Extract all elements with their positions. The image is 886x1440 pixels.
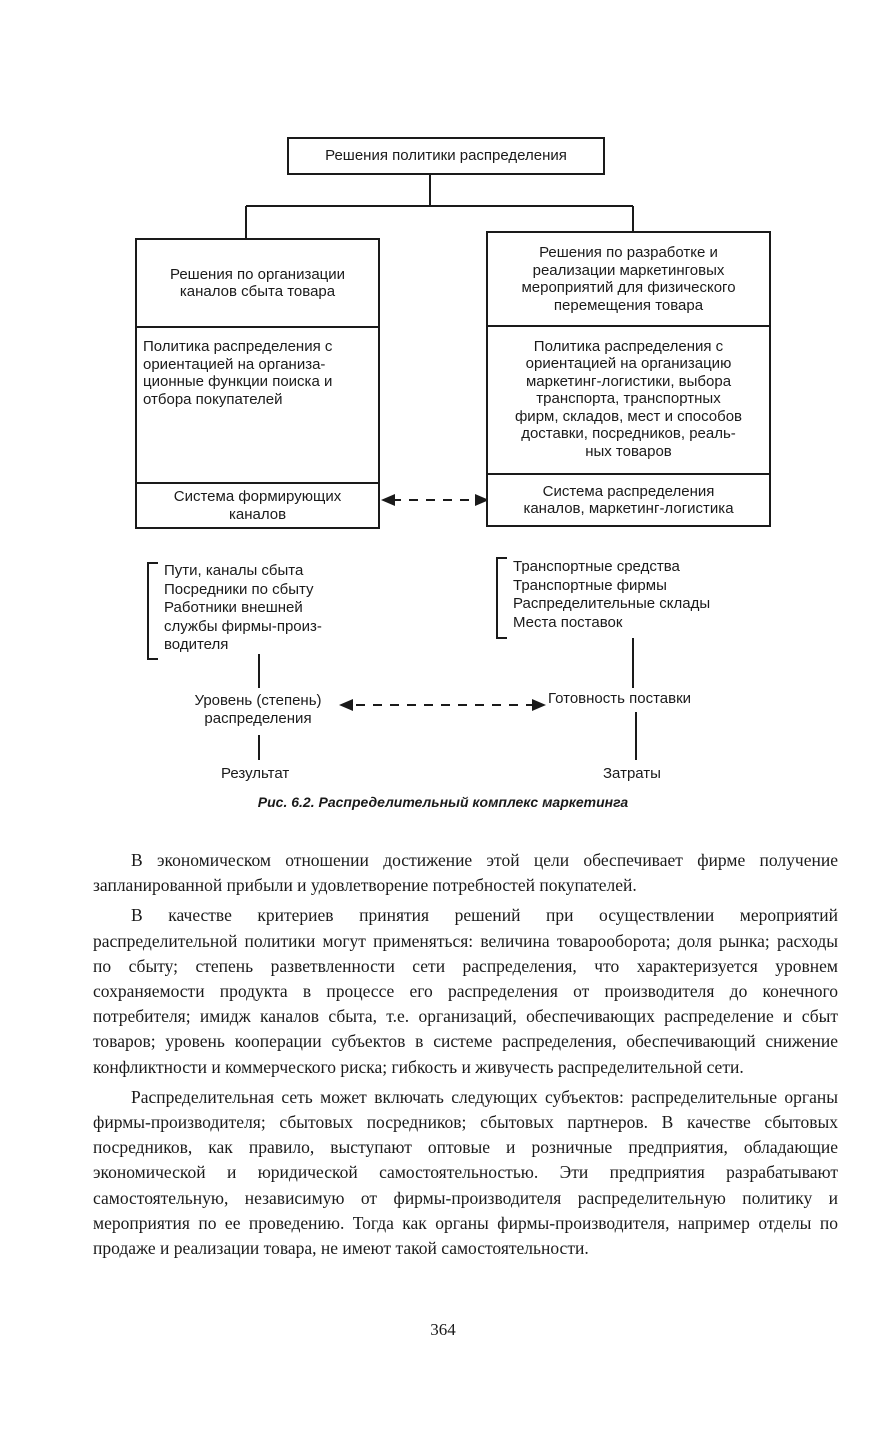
body-text — [93, 848, 838, 1266]
arrowhead-left-icon — [339, 699, 353, 711]
right-policy-line: ных товаров — [585, 442, 672, 460]
right-header — [488, 233, 769, 325]
left-box — [135, 238, 380, 529]
left-policy-line: отбора покупателей — [143, 390, 283, 408]
left-policy-line: ориентацией на организа- — [143, 355, 326, 373]
left-system-line: Система формирующих — [173, 488, 342, 505]
left-header-line: Решения по организации — [169, 265, 346, 283]
arrowhead-left-icon — [381, 494, 395, 506]
left-policy-line: ционные функции поиска и — [143, 373, 333, 390]
right-system — [488, 475, 769, 525]
right-system-line: каналов, маркетинг-логистика — [523, 500, 734, 517]
figure-caption: Рис. 6.2. Распределительный комплекс маркетинга — [257, 794, 629, 810]
arrowhead-right-icon — [532, 699, 546, 711]
left-list — [164, 562, 322, 655]
right-policy-line: маркетинг-логистики, выбора — [525, 372, 732, 390]
list-item: Транспортные фирмы — [513, 576, 667, 594]
left-level-line: распределения — [204, 710, 312, 727]
right-policy-line: доставки, посредников, реаль- — [521, 425, 736, 443]
right-policy-line: фирм, складов, мест и способов — [514, 407, 743, 425]
page-number: 364 — [430, 1320, 456, 1339]
right-header-line: мероприятий для физического — [521, 279, 736, 296]
root-box — [287, 137, 605, 175]
right-system-line: Система распределения — [542, 482, 715, 500]
list-item: службы фирмы-произ- — [164, 617, 322, 635]
right-box — [486, 231, 771, 527]
right-policy — [488, 327, 769, 471]
right-header-line: Решения по разработке и — [539, 244, 718, 261]
right-policy-line: транспорта, транспортных — [536, 390, 721, 408]
left-outcome: Результат — [221, 765, 290, 782]
left-policy — [137, 328, 378, 478]
list-item: Пути, каналы сбыта — [164, 562, 304, 579]
right-header-line: перемещения товара — [553, 296, 704, 314]
list-item: Транспортные средства — [513, 558, 680, 575]
left-level-line: Уровень (степень) — [194, 692, 322, 709]
paragraph: Распределительная сеть может включать следующих субъектов: распределительные органы фирмы-производителя; сбытовых посредников; сбытовых партнеров. В качестве сбытовых посредников, как правило, выступают оптовые и розничные предприятия, обладающие экономической и юридической самостоятельностью. Эти предприятия разрабатывают самостоятельную, независимую от фирмы-производителя распределительную политику и мероприятия по ее проведению. Тогда как органы фирмы-производителя, например отделы по продаже и реализации товара, не имеют такой самостоятельности. — [93, 1086, 838, 1259]
left-policy-line: Политика распределения с — [143, 338, 333, 355]
left-header-line: каналов сбыта товара — [179, 283, 336, 300]
right-policy-line: Политика распределения с — [533, 337, 724, 355]
paragraph: В качестве критериев принятия решений при осуществлении мероприятий распределительной политики могут применяться: величина товарооборота; доля рынка; расходы по сбыту; степень разветвленности сети распределения, что характеризуется уровнем сохраняемости продукта в процессе его распределения от производителя до конечного потребителя; имидж каналов сбыта, т.е. организаций, обеспечивающих распределение и сбыт товаров; уровень кооперации субъектов в системе распределения, обеспечивающий снижение конфликтности и коммерческого риска; гибкость и живучесть распределительной сети. — [93, 905, 838, 1077]
list-item: Места поставок — [513, 613, 623, 631]
right-header-line: реализации маркетинговых — [532, 261, 725, 279]
left-system — [137, 484, 378, 527]
left-list-bracket — [148, 563, 158, 659]
right-list-bracket — [497, 558, 507, 638]
list-item: Распределительные склады — [513, 595, 711, 612]
right-outcome: Затраты — [603, 765, 661, 782]
left-level — [180, 692, 336, 728]
right-level: Готовность поставки — [548, 690, 692, 707]
root-label: Решения политики распределения — [325, 147, 567, 165]
list-item: Работники внешней — [164, 599, 303, 616]
left-system-line: каналов — [228, 505, 287, 523]
right-list — [513, 558, 710, 632]
list-item: Посредники по сбыту — [164, 580, 314, 598]
paragraph: В экономическом отношении достижение этой цели обеспечивает фирме получение запланированной прибыли и удовлетворение потребностей покупателей. — [93, 850, 838, 896]
left-header — [137, 240, 378, 326]
right-policy-line: ориентацией на организацию — [525, 355, 732, 373]
list-item: водителя — [164, 636, 229, 653]
